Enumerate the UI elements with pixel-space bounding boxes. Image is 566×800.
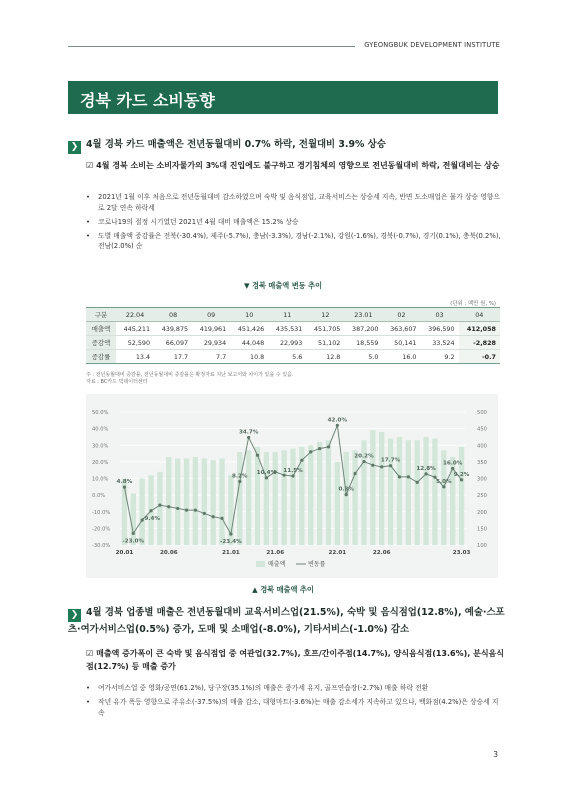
table-cell: 387,200 — [344, 322, 382, 336]
data-point — [345, 493, 348, 496]
data-label: 20.2% — [354, 453, 374, 460]
data-point — [265, 476, 268, 479]
bar — [308, 445, 313, 545]
row-label: 증감률 — [86, 350, 116, 364]
bar — [210, 460, 215, 545]
table-cell: 396,590 — [421, 322, 459, 336]
bar — [202, 459, 207, 545]
section2-bullets — [86, 683, 504, 722]
y-left-tick-label: 0.0% — [92, 493, 106, 500]
bar — [423, 437, 428, 545]
data-label: 42.0% — [327, 417, 348, 424]
bar — [264, 452, 269, 545]
data-point — [309, 450, 312, 453]
section1-bullets — [86, 192, 504, 255]
header-rule — [68, 46, 355, 47]
data-point — [300, 459, 303, 462]
bar — [388, 439, 393, 545]
data-point — [327, 445, 330, 448]
chevron-right-icon: ❯ — [68, 141, 81, 154]
data-point — [354, 472, 357, 475]
y-right-tick-label: 500 — [477, 410, 487, 416]
section2-heading-text: 4월 경북 업종별 매출은 전년동월대비 교육서비스업(21.5%), 숙박 및 음식점업(12.8%), 예술·스포츠·여가서비스업(0.5%) 증가, 도매 및 소매업(-8.0%), 기타서비스(-1.0%) 감소 — [68, 607, 505, 635]
sales-chart — [86, 394, 498, 578]
list-item: • 작년 유가 폭등 영향으로 주유소(-37.5%)의 매출 감소, 대형마트(-3.6%)는 매출 감소세가 지속하고 있으나, 백화점(4.2%)은 상승세 지속 — [86, 697, 504, 718]
data-point — [149, 509, 152, 512]
data-point — [167, 505, 170, 508]
data-label: -9.4% — [142, 515, 160, 522]
data-point — [247, 436, 250, 439]
data-label: 9.2% — [453, 471, 470, 478]
table-unit: (단위 : 백만 원, %) — [450, 301, 496, 307]
checkbox-icon: ☑ — [86, 161, 94, 170]
bar — [352, 450, 357, 545]
x-tick-label: 22.06 — [372, 550, 391, 556]
note-line: 주 : 전년동월대비 증감률, 전년동월대비 증감률은 확정자료 지난 보고서와 차이가 있을 수 있음. — [86, 372, 294, 378]
data-point — [238, 480, 241, 483]
x-tick-label: 21.06 — [266, 550, 285, 556]
data-label: 5.0% — [436, 478, 452, 485]
bar — [246, 450, 251, 545]
table-cell-highlight: -2,828 — [459, 336, 500, 350]
x-tick-label: 21.01 — [222, 550, 240, 556]
page-title-bar — [68, 81, 498, 114]
y-left-tick-label: 40.0% — [92, 426, 109, 433]
data-point — [380, 465, 383, 468]
data-point — [283, 474, 286, 477]
table-cell: 22,993 — [268, 336, 306, 350]
bar — [344, 452, 349, 545]
data-label: -23.4% — [220, 539, 242, 546]
column-header: 09 — [192, 308, 230, 322]
data-label: -23.0% — [122, 538, 145, 545]
data-label: 17.7% — [380, 457, 401, 464]
section1-subheading-text: 4월 경북 소비는 소비자물가의 3%대 진입에도 불구하고 경기침체의 영향으로 전년동월대비 하락, 전월대비는 상승 — [96, 161, 500, 170]
data-point — [220, 517, 223, 520]
data-point — [256, 454, 259, 457]
bar — [397, 437, 402, 545]
data-label: 0.3% — [338, 486, 354, 493]
table-cell: 435,531 — [268, 322, 306, 336]
bar — [326, 440, 331, 545]
bar — [281, 450, 286, 545]
bar — [379, 432, 384, 545]
table-row — [86, 322, 500, 336]
data-point — [185, 508, 188, 511]
table-cell-highlight: -0.7 — [459, 350, 500, 364]
data-point — [362, 460, 365, 463]
data-point — [203, 512, 206, 515]
data-label: 34.7% — [238, 429, 259, 436]
column-header: 02 — [382, 308, 420, 322]
bar — [157, 472, 162, 545]
bar — [370, 430, 375, 545]
table-cell: 18,559 — [344, 336, 382, 350]
table-cell: 12.8 — [306, 350, 344, 364]
table-cell: 52,590 — [116, 336, 154, 350]
y-left-tick-label: 10.0% — [92, 476, 109, 483]
data-point — [407, 475, 410, 478]
column-header: 23.01 — [344, 308, 382, 322]
table-cell: 16.0 — [382, 350, 420, 364]
bar — [184, 459, 189, 545]
table-cell: 66,097 — [154, 336, 192, 350]
data-label: 4.8% — [116, 479, 133, 486]
data-point — [291, 474, 294, 477]
list-item: • 여가서비스업 중 영화/공연(61.2%), 당구장(35.1%)의 매출은 증가세 유지, 골프연습장(-2.7%) 매출 하락 전환 — [86, 683, 504, 694]
bar — [237, 452, 242, 545]
data-label: 12.8% — [416, 465, 436, 472]
table-cell: 51,102 — [306, 336, 344, 350]
source-line: 자료 : BC카드 빅데이터센터 — [86, 379, 148, 385]
page-title: 경북 카드 소비동향 — [80, 91, 215, 110]
data-point — [442, 485, 445, 488]
x-tick-label: 23.03 — [452, 550, 471, 556]
y-right-tick-label: 100 — [477, 543, 487, 549]
table-cell: 9.2 — [421, 350, 459, 364]
bar — [219, 459, 224, 545]
bar — [255, 447, 260, 545]
y-right-tick-label: 150 — [477, 526, 487, 533]
data-point — [194, 508, 197, 511]
chart-caption: ▲ 경북 매출액 추이 — [252, 585, 314, 594]
table-cell: 451,705 — [306, 322, 344, 336]
y-right-tick-label: 400 — [477, 443, 487, 450]
data-point — [460, 478, 463, 481]
column-header: 12 — [306, 308, 344, 322]
table-cell: 445,211 — [116, 322, 154, 336]
data-point — [398, 475, 401, 478]
y-left-tick-label: 20.0% — [92, 459, 109, 466]
table-cell: 17.7 — [154, 350, 192, 364]
column-header: 08 — [154, 308, 192, 322]
table-cell: 13.4 — [116, 350, 154, 364]
data-point — [424, 472, 427, 475]
y-right-tick-label: 300 — [477, 476, 487, 483]
table-cell: 451,426 — [230, 322, 268, 336]
table-row — [86, 336, 500, 350]
bar — [273, 452, 278, 545]
bar — [290, 449, 295, 545]
section2-subheading-text: 매출액 증가폭이 큰 숙박 및 음식점업 중 여관업(32.7%), 호프/간이주점(14.7%), 양식음식점(13.6%), 분식음식점(12.7%) 등 매출 증가 — [86, 649, 505, 671]
table-cell: 5.0 — [344, 350, 382, 364]
list-item: • 도별 매출액 증감률은 전북(-30.4%), 제주(-5.7%), 충남(-3.3%), 경남(-2.1%), 강원(-1.6%), 경북(-0.7%), 경기(0.1%), 충북(0.2%), 전남(2.0%) 순 — [86, 231, 504, 252]
column-header: 03 — [421, 308, 459, 322]
column-header: 22.04 — [116, 308, 154, 322]
table-cell: 10.8 — [230, 350, 268, 364]
bar — [140, 479, 145, 546]
column-header: 11 — [268, 308, 306, 322]
table-cell: 5.6 — [268, 350, 306, 364]
data-point — [416, 481, 419, 484]
column-header: 10 — [230, 308, 268, 322]
section2-subheading — [86, 647, 504, 673]
table-cell: 29,934 — [192, 336, 230, 350]
data-point — [389, 464, 392, 467]
legend-label: 변동률 — [308, 561, 326, 568]
bar — [317, 442, 322, 545]
sales-table — [86, 307, 500, 364]
bar — [335, 462, 340, 545]
data-point — [371, 464, 374, 467]
section1-heading — [68, 137, 508, 154]
table-cell: 363,607 — [382, 322, 420, 336]
table-header-row — [86, 308, 500, 322]
y-right-tick-label: 450 — [477, 426, 487, 433]
section1-subheading — [86, 159, 504, 172]
y-left-tick-label: -10.0% — [92, 509, 111, 516]
section2-heading — [68, 605, 508, 638]
bar — [415, 440, 420, 545]
table-cell: 50,141 — [382, 336, 420, 350]
y-left-tick-label: -20.0% — [92, 526, 111, 533]
data-point — [451, 467, 454, 470]
data-point — [132, 532, 135, 535]
bar — [432, 439, 437, 545]
data-label: 8.2% — [232, 473, 248, 480]
institute-name: GYEONGBUK DEVELOPMENT INSTITUTE — [364, 41, 500, 49]
table-cell: 33,524 — [421, 336, 459, 350]
list-item: • 코로나19의 절정 시기였던 2021년 4월 대비 매출액은 15.2% 상승 — [86, 217, 504, 228]
data-point — [123, 486, 126, 489]
data-label: 16.0% — [442, 460, 463, 467]
bar — [175, 459, 180, 545]
y-right-tick-label: 350 — [477, 459, 487, 466]
table-cell: 439,875 — [154, 322, 192, 336]
legend-label: 매출액 — [268, 561, 286, 568]
data-point — [176, 507, 179, 510]
bar — [406, 440, 411, 545]
column-header: 구분 — [86, 308, 116, 322]
table-cell: 419,961 — [192, 322, 230, 336]
data-point — [318, 447, 321, 450]
y-left-tick-label: 30.0% — [92, 443, 109, 450]
data-point — [229, 532, 232, 535]
section1-heading-text: 4월 경북 카드 매출액은 전년동월대비 0.7% 하락, 전월대비 3.9% 상승 — [86, 139, 386, 150]
bar — [193, 457, 198, 545]
data-label: 11.5% — [283, 468, 303, 475]
y-right-tick-label: 250 — [477, 493, 487, 500]
bar — [131, 493, 136, 545]
list-item: • 2021년 1월 이후 처음으로 전년동월대비 감소하였으며 숙박 및 음식점업, 교육서비스는 상승세 지속, 반면 도소매업은 물가 상승 영향으로 2달 연속 하락세 — [86, 192, 504, 213]
sales-chart-svg — [86, 394, 498, 578]
table-row — [86, 350, 500, 364]
table-caption: ▼ 경북 매출액 변동 추이 — [243, 281, 323, 290]
data-label: 10.4% — [256, 469, 277, 476]
x-tick-label: 20.06 — [159, 550, 178, 556]
page-number: 3 — [493, 750, 498, 759]
table-notes — [86, 372, 293, 386]
bar — [166, 457, 171, 545]
x-tick-label: 20.01 — [115, 550, 134, 556]
y-right-tick-label: 200 — [477, 509, 487, 516]
data-point — [336, 424, 339, 427]
row-label: 매출액 — [86, 322, 116, 336]
y-left-tick-label: 50.0% — [92, 410, 109, 416]
data-point — [158, 504, 161, 507]
data-point — [212, 515, 215, 518]
y-left-tick-label: -30.0% — [92, 543, 111, 549]
chevron-right-icon: ❯ — [68, 609, 81, 622]
table-cell-highlight: 412,058 — [459, 322, 500, 336]
row-label: 증감액 — [86, 336, 116, 350]
table-cell: 7.7 — [192, 350, 230, 364]
x-tick-label: 22.01 — [328, 550, 347, 556]
table-cell: 44,048 — [230, 336, 268, 350]
checkbox-icon: ☑ — [86, 649, 94, 658]
column-header: 04 — [459, 308, 500, 322]
legend-bar-swatch — [256, 561, 265, 567]
